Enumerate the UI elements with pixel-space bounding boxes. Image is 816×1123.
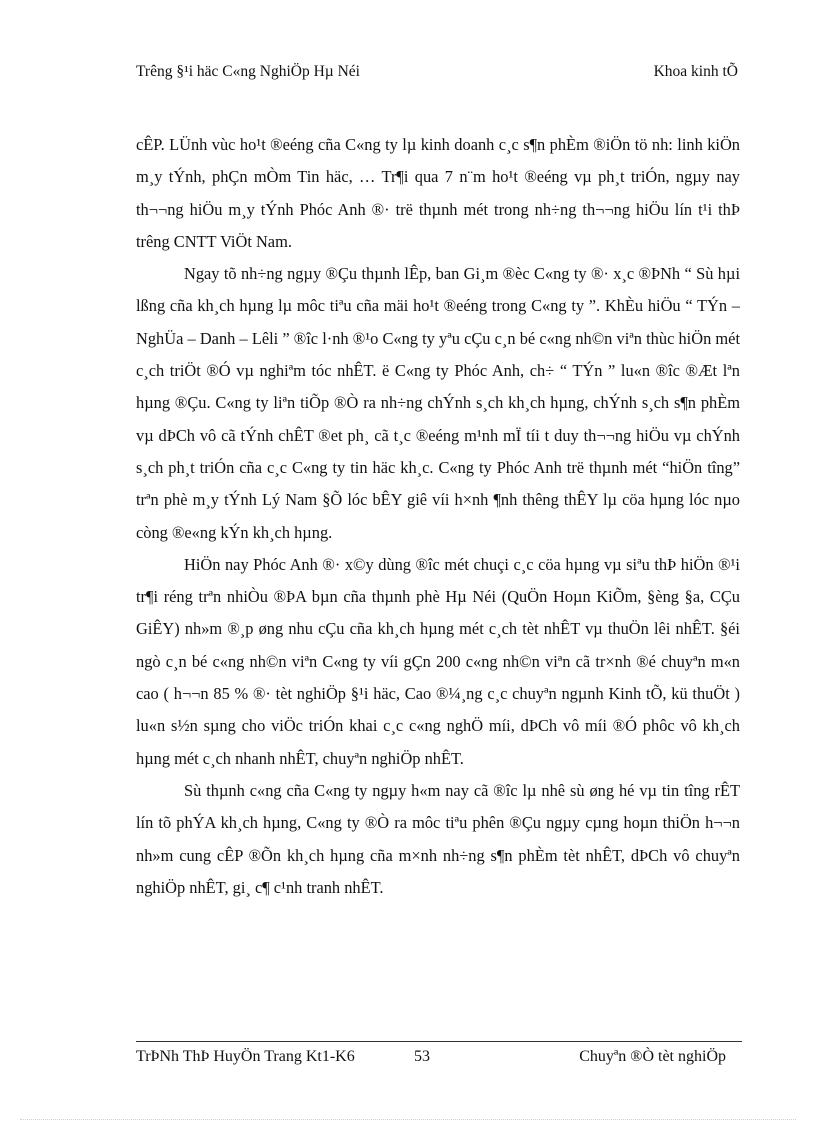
paragraph-3: HiÖn nay Phóc Anh ®· x©y dùng ®îc mét chuçi c¸c cöa hµng vµ siªu thÞ hiÖn ®¹i tr¶i réng trªn nhiÒu ®ÞA bµn cña thµnh phè Hµ Néi (QuÖn Hoµn KiÕm, §èng §a, CÇu GiÊY) nh»m ®¸p øng nhu cÇu cña kh¸ch hµng mét c¸ch tèt nhÊT vµ thuÖn lêi nhÊT. §éi ngò c¸n bé c«ng nh©n viªn C«ng ty víi gÇn 200 c«ng nh©n viªn cã tr×nh ®é chuyªn m«n cao ( h¬¬n 85 % ®· tèt nghiÖp §¹i häc, Cao ®¼¸ng c¸c chuyªn ngµnh Kinh tÕ, kü thuÖt ) lu«n s½n sµng cho viÖc triÓn khai c¸c c«ng nghÖ míi, dÞCh vô míi ®Ó phôc vô kh¸ch hµng mét c¸ch nhanh nhÊT, chuyªn nghiÖp nhÊT. — [136, 554, 740, 768]
footer-thesis-label: Chuyªn ®Ò tèt nghiÖp — [579, 1048, 726, 1065]
header-university: Trêng §¹i häc C«ng NghiÖp Hµ Néi — [136, 63, 360, 80]
header-faculty: Khoa kinh tÕ — [653, 63, 738, 80]
paragraph-1: cÊP. LÜnh vùc ho¹t ®eéng cña C«ng ty lµ kinh doanh c¸c s¶n phÈm ®iÖn tö nh: linh kiÖn m¸y tÝnh, phÇn mÒm Tin häc, … Tr¶i qua 7 n¨m ho¹t ®eéng vµ ph¸t triÓn, ngµy nay th¬¬ng hiÖu m¸y tÝnh Phóc Anh ®· trë thµnh mét trong nh÷ng th¬¬ng hiÖu lín t¹i thÞ trêng CNTT ViÖt Nam. — [136, 135, 740, 251]
body-text — [136, 129, 740, 904]
paragraph-4: Sù thµnh c«ng cña C«ng ty ngµy h«m nay cã ®îc lµ nhê sù øng hé vµ tin tîng rÊT lín tõ phÝA kh¸ch hµng, C«ng ty ®Ò ra môc tiªu phên ®Çu ngµy cµng hoµn thiÖn h¬¬n nh»m cung cÊP ®Õn kh¸ch hµng cña m×nh nh÷ng s¶n phÈm tèt nhÊT, dÞCh vô chuyªn nghiÖp nhÊT, gi¸ c¶ c¹nh tranh nhÊT. — [136, 780, 740, 897]
footer-author: TrÞNh ThÞ HuyÖn Trang Kt1-K6 — [136, 1048, 355, 1065]
page-number: 53 — [414, 1048, 430, 1065]
footer-divider — [136, 1041, 742, 1042]
paragraph-2: Ngay tõ nh÷ng ngµy ®Çu thµnh lÊp, ban Gi¸m ®èc C«ng ty ®· x¸c ®ÞNh “ Sù hµi lßng cña kh¸ch hµng lµ môc tiªu cña mäi ho¹t ®eéng trong C«ng ty ”. KhÈu hiÖu “ TÝn – NghÜa – Danh – Lêli ” ®îc l·nh ®¹o C«ng ty yªu cÇu c¸n bé c«ng nh©n viªn thùc hiÖn mét c¸ch triÖt ®Ó vµ nghiªm tóc nhÊT. ë C«ng ty Phóc Anh, ch÷ “ TÝn ” lu«n ®îc ®Æt lªn hµng ®Çu. C«ng ty liªn tiÕp ®Ò ra nh÷ng chÝnh s¸ch kh¸ch hµng, chÝnh s¸ch s¶n phÈm vµ dÞCh vô cã tÝnh chÊT ®et ph¸ cã t¸c ®eéng m¹nh mÏ tíi t duy th¬¬ng hiÖu vµ chÝnh s¸ch ph¸t triÓn cña c¸c C«ng ty tin häc kh¸c. C«ng ty Phóc Anh trë thµnh mét “hiÖn tîng” trªn phè m¸y tÝnh Lý Nam §Õ lóc bÊY giê víi h×nh ¶nh thêng thÊY lµ cöa hµng lóc nµo còng ®e«ng kÝn kh¸ch hµng. — [136, 264, 740, 542]
page-edge-dotted-line — [20, 1119, 796, 1120]
